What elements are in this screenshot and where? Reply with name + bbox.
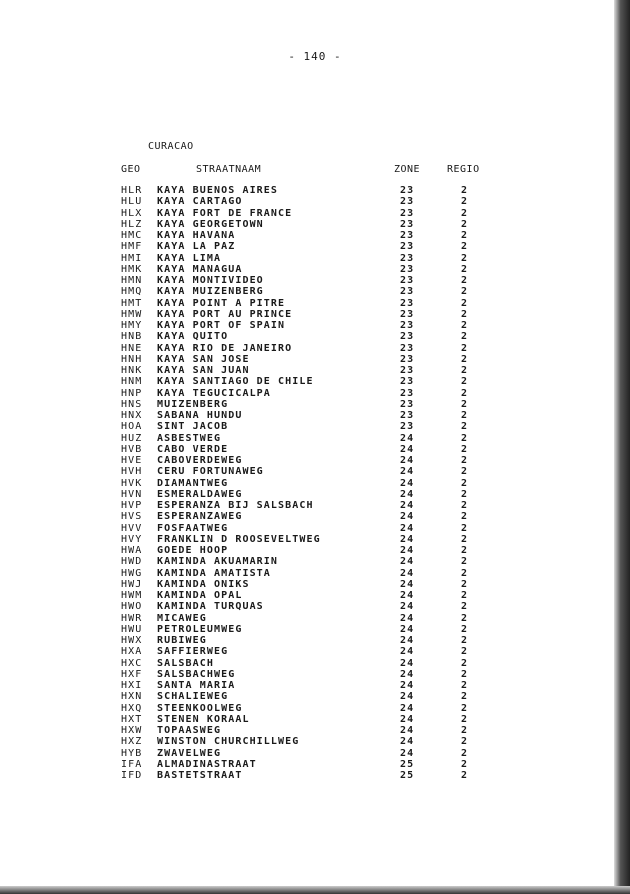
geo-code: HXZ	[121, 736, 143, 748]
table-row	[0, 680, 600, 691]
table-row	[0, 613, 600, 624]
table-row	[0, 466, 600, 477]
geo-code: HWA	[121, 545, 143, 556]
zone: 24	[400, 511, 415, 523]
geo-code: HVN	[121, 488, 143, 500]
zone: 25	[400, 758, 415, 770]
street-name: KAYA BUENOS AIRES	[157, 185, 279, 196]
street-name: BASTETSTRAAT	[157, 770, 243, 781]
street-name: KAYA MUIZENBERG	[157, 286, 264, 298]
regio: 2	[461, 680, 469, 691]
street-name: ESMERALDAWEG	[157, 488, 243, 500]
table-row	[0, 309, 600, 320]
regio: 2	[461, 286, 469, 298]
table-row	[0, 410, 600, 421]
geo-code: HVY	[121, 533, 143, 545]
street-name: KAYA PORT AU PRINCE	[157, 308, 293, 320]
table-row	[0, 658, 600, 669]
zone: 24	[400, 646, 415, 658]
geo-code: HWG	[121, 567, 143, 579]
table-row	[0, 253, 600, 264]
table-row	[0, 714, 600, 725]
zone: 23	[400, 365, 415, 376]
geo-code: HVH	[121, 466, 143, 478]
zone: 24	[400, 466, 415, 478]
street-name: MICAWEG	[157, 612, 207, 624]
regio: 2	[461, 488, 469, 500]
zone: 23	[400, 252, 415, 264]
geo-code: HMT	[121, 297, 143, 309]
regio: 2	[461, 578, 469, 590]
geo-code: HMK	[121, 263, 143, 275]
table-row	[0, 196, 600, 207]
zone: 23	[400, 308, 415, 320]
street-name: ESPERANZA BIJ SALSBACH	[157, 500, 314, 511]
street-name: SALSBACH	[157, 657, 214, 669]
regio: 2	[461, 500, 469, 511]
section-title: CURACAO	[148, 141, 194, 152]
header-regio: REGIO	[447, 164, 480, 175]
table-row	[0, 691, 600, 702]
street-name: MUIZENBERG	[157, 398, 229, 410]
zone: 23	[400, 353, 415, 365]
table-row	[0, 298, 600, 309]
regio: 2	[461, 567, 469, 579]
regio: 2	[461, 331, 469, 343]
zone: 24	[400, 635, 415, 646]
table-row	[0, 703, 600, 714]
street-name: SCHALIEWEG	[157, 691, 229, 703]
zone: 23	[400, 263, 415, 275]
street-name: STENEN KORAAL	[157, 713, 250, 725]
geo-code: IFA	[121, 758, 143, 770]
geo-code: HMF	[121, 241, 143, 253]
regio: 2	[461, 218, 469, 230]
street-name: KAMINDA ONIKS	[157, 578, 250, 590]
zone: 24	[400, 668, 415, 680]
table-row	[0, 646, 600, 657]
table-row	[0, 320, 600, 331]
street-name: FOSFAATWEG	[157, 522, 229, 534]
regio: 2	[461, 635, 469, 646]
regio: 2	[461, 736, 469, 748]
geo-code: HYB	[121, 747, 143, 759]
table-row	[0, 421, 600, 432]
regio: 2	[461, 770, 469, 781]
zone: 24	[400, 488, 415, 500]
regio: 2	[461, 308, 469, 320]
header-geo: GEO	[121, 164, 141, 175]
zone: 24	[400, 533, 415, 545]
street-name: KAMINDA AKUAMARIN	[157, 556, 279, 568]
zone: 23	[400, 196, 415, 208]
geo-code: HMQ	[121, 286, 143, 298]
geo-code: HNB	[121, 331, 143, 343]
table-row	[0, 568, 600, 579]
table-row	[0, 669, 600, 680]
geo-code: HNM	[121, 376, 143, 388]
zone: 23	[400, 331, 415, 343]
zone: 24	[400, 432, 415, 444]
street-name: SINT JACOB	[157, 421, 229, 433]
geo-code: HWX	[121, 635, 143, 646]
regio: 2	[461, 747, 469, 759]
regio: 2	[461, 691, 469, 703]
table-row	[0, 219, 600, 230]
regio: 2	[461, 410, 469, 421]
zone: 23	[400, 218, 415, 230]
table-row	[0, 185, 600, 196]
geo-code: HMY	[121, 320, 143, 331]
zone: 23	[400, 286, 415, 298]
geo-code: HLZ	[121, 218, 143, 230]
regio: 2	[461, 353, 469, 365]
scan-edge-shadow	[614, 0, 630, 894]
zone: 24	[400, 477, 415, 489]
street-name: KAYA FORT DE FRANCE	[157, 207, 293, 219]
zone: 23	[400, 342, 415, 354]
regio: 2	[461, 275, 469, 286]
zone: 23	[400, 398, 415, 410]
street-name: KAYA MONTIVIDEO	[157, 275, 264, 286]
street-name: CERU FORTUNAWEG	[157, 466, 264, 478]
regio: 2	[461, 443, 469, 455]
regio: 2	[461, 376, 469, 388]
zone: 23	[400, 376, 415, 388]
regio: 2	[461, 511, 469, 523]
geo-code: HXW	[121, 725, 143, 736]
street-name: PETROLEUMWEG	[157, 623, 243, 635]
table-row	[0, 343, 600, 354]
zone: 23	[400, 410, 415, 421]
regio: 2	[461, 365, 469, 376]
regio: 2	[461, 657, 469, 669]
zone: 23	[400, 275, 415, 286]
geo-code: HWU	[121, 623, 143, 635]
table-row	[0, 624, 600, 635]
regio: 2	[461, 556, 469, 568]
zone: 24	[400, 500, 415, 511]
geo-code: HXF	[121, 668, 143, 680]
zone: 25	[400, 770, 415, 781]
geo-code: HNX	[121, 410, 143, 421]
table-row	[0, 736, 600, 747]
street-name: KAYA SAN JUAN	[157, 365, 250, 376]
street-name: DIAMANTWEG	[157, 477, 229, 489]
regio: 2	[461, 432, 469, 444]
geo-code: HXA	[121, 646, 143, 658]
zone: 24	[400, 747, 415, 759]
regio: 2	[461, 421, 469, 433]
zone: 23	[400, 387, 415, 399]
zone: 24	[400, 522, 415, 534]
geo-code: HXN	[121, 691, 143, 703]
geo-code: HMC	[121, 230, 143, 241]
regio: 2	[461, 477, 469, 489]
table-row	[0, 601, 600, 612]
street-name: SALSBACHWEG	[157, 668, 236, 680]
regio: 2	[461, 387, 469, 399]
regio: 2	[461, 522, 469, 534]
street-name: WINSTON CHURCHILLWEG	[157, 736, 300, 748]
table-row	[0, 523, 600, 534]
geo-code: HLU	[121, 196, 143, 208]
street-name: GOEDE HOOP	[157, 545, 229, 556]
street-name: KAYA SANTIAGO DE CHILE	[157, 376, 314, 388]
street-name: ZWAVELWEG	[157, 747, 222, 759]
table-row	[0, 354, 600, 365]
geo-code: HLX	[121, 207, 143, 219]
street-name: KAMINDA OPAL	[157, 590, 243, 601]
table-row	[0, 478, 600, 489]
table-row	[0, 770, 600, 781]
table-row	[0, 230, 600, 241]
zone: 24	[400, 578, 415, 590]
table-row	[0, 511, 600, 522]
geo-code: HVP	[121, 500, 143, 511]
geo-code: HVV	[121, 522, 143, 534]
zone: 23	[400, 207, 415, 219]
geo-code: HVS	[121, 511, 143, 523]
zone: 24	[400, 455, 415, 466]
zone: 24	[400, 702, 415, 714]
table-row	[0, 208, 600, 219]
street-name: SANTA MARIA	[157, 680, 236, 691]
table-row	[0, 365, 600, 376]
table-row	[0, 399, 600, 410]
regio: 2	[461, 590, 469, 601]
table-row	[0, 286, 600, 297]
street-name: STEENKOOLWEG	[157, 702, 243, 714]
table-row	[0, 444, 600, 455]
table-row	[0, 489, 600, 500]
table-row	[0, 376, 600, 387]
regio: 2	[461, 601, 469, 613]
geo-code: HNK	[121, 365, 143, 376]
regio: 2	[461, 713, 469, 725]
table-row	[0, 331, 600, 342]
table-row	[0, 500, 600, 511]
zone: 24	[400, 657, 415, 669]
street-name: KAYA MANAGUA	[157, 263, 243, 275]
regio: 2	[461, 342, 469, 354]
geo-code: HNE	[121, 342, 143, 354]
street-name: SABANA HUNDU	[157, 410, 243, 421]
geo-code: HVB	[121, 443, 143, 455]
street-name: CABOVERDEWEG	[157, 455, 243, 466]
street-name: ASBESTWEG	[157, 432, 222, 444]
regio: 2	[461, 241, 469, 253]
regio: 2	[461, 725, 469, 736]
street-name: KAYA CARTAGO	[157, 196, 243, 208]
regio: 2	[461, 466, 469, 478]
table-row	[0, 759, 600, 770]
street-name: KAYA GEORGETOWN	[157, 218, 264, 230]
table-row	[0, 241, 600, 252]
regio: 2	[461, 533, 469, 545]
table-row	[0, 275, 600, 286]
zone: 24	[400, 545, 415, 556]
table-row	[0, 590, 600, 601]
street-name: ESPERANZAWEG	[157, 511, 243, 523]
regio: 2	[461, 758, 469, 770]
zone: 24	[400, 736, 415, 748]
regio: 2	[461, 230, 469, 241]
street-name: TOPAASWEG	[157, 725, 222, 736]
table-row	[0, 433, 600, 444]
regio: 2	[461, 398, 469, 410]
regio: 2	[461, 646, 469, 658]
street-name: KAYA SAN JOSE	[157, 353, 250, 365]
geo-code: HXC	[121, 657, 143, 669]
geo-code: HVE	[121, 455, 143, 466]
header-straatnaam: STRAATNAAM	[196, 164, 262, 175]
street-name: KAYA LIMA	[157, 252, 222, 264]
table-row	[0, 556, 600, 567]
geo-code: HOA	[121, 421, 143, 433]
geo-code: HWO	[121, 601, 143, 613]
zone: 24	[400, 623, 415, 635]
street-name: CABO VERDE	[157, 443, 229, 455]
table-row	[0, 388, 600, 399]
street-name: KAYA HAVANA	[157, 230, 236, 241]
geo-code: HVK	[121, 477, 143, 489]
regio: 2	[461, 668, 469, 680]
scan-bottom-shadow	[0, 886, 630, 894]
geo-code: HWJ	[121, 578, 143, 590]
geo-code: HNH	[121, 353, 143, 365]
street-name: FRANKLIN D ROOSEVELTWEG	[157, 533, 321, 545]
zone: 24	[400, 713, 415, 725]
zone: 23	[400, 185, 415, 196]
geo-code: HWR	[121, 612, 143, 624]
geo-code: HWM	[121, 590, 143, 601]
geo-code: HLR	[121, 185, 143, 196]
table-row	[0, 748, 600, 759]
table-row	[0, 725, 600, 736]
regio: 2	[461, 196, 469, 208]
regio: 2	[461, 545, 469, 556]
regio: 2	[461, 702, 469, 714]
regio: 2	[461, 207, 469, 219]
zone: 23	[400, 297, 415, 309]
geo-code: HMN	[121, 275, 143, 286]
street-name: KAYA TEGUCICALPA	[157, 387, 271, 399]
geo-code: HXQ	[121, 702, 143, 714]
zone: 24	[400, 725, 415, 736]
zone: 24	[400, 691, 415, 703]
table-row	[0, 534, 600, 545]
regio: 2	[461, 252, 469, 264]
zone: 24	[400, 612, 415, 624]
table-row	[0, 635, 600, 646]
zone: 23	[400, 421, 415, 433]
geo-code: IFD	[121, 770, 143, 781]
street-name: RUBIWEG	[157, 635, 207, 646]
geo-code: HMI	[121, 252, 143, 264]
street-name: ALMADINASTRAAT	[157, 758, 257, 770]
zone: 24	[400, 567, 415, 579]
table-row	[0, 579, 600, 590]
geo-code: HXT	[121, 713, 143, 725]
street-name: KAYA RIO DE JANEIRO	[157, 342, 293, 354]
regio: 2	[461, 455, 469, 466]
zone: 24	[400, 601, 415, 613]
geo-code: HWD	[121, 556, 143, 568]
regio: 2	[461, 623, 469, 635]
zone: 23	[400, 230, 415, 241]
table-row	[0, 264, 600, 275]
zone: 24	[400, 680, 415, 691]
street-name: KAMINDA AMATISTA	[157, 567, 271, 579]
street-name: KAYA PORT OF SPAIN	[157, 320, 286, 331]
zone: 23	[400, 320, 415, 331]
street-table	[0, 185, 600, 781]
zone: 24	[400, 443, 415, 455]
street-name: SAFFIERWEG	[157, 646, 229, 658]
geo-code: HNS	[121, 398, 143, 410]
geo-code: HNP	[121, 387, 143, 399]
page-number: - 140 -	[288, 50, 342, 63]
street-name: KAYA QUITO	[157, 331, 229, 343]
header-zone: ZONE	[394, 164, 421, 175]
zone: 24	[400, 590, 415, 601]
geo-code: HXI	[121, 680, 143, 691]
street-name: KAYA POINT A PITRE	[157, 297, 286, 309]
regio: 2	[461, 320, 469, 331]
zone: 24	[400, 556, 415, 568]
street-name: KAYA LA PAZ	[157, 241, 236, 253]
geo-code: HUZ	[121, 432, 143, 444]
table-row	[0, 455, 600, 466]
regio: 2	[461, 612, 469, 624]
regio: 2	[461, 263, 469, 275]
table-row	[0, 545, 600, 556]
street-name: KAMINDA TURQUAS	[157, 601, 264, 613]
zone: 23	[400, 241, 415, 253]
geo-code: HMW	[121, 308, 143, 320]
regio: 2	[461, 297, 469, 309]
regio: 2	[461, 185, 469, 196]
